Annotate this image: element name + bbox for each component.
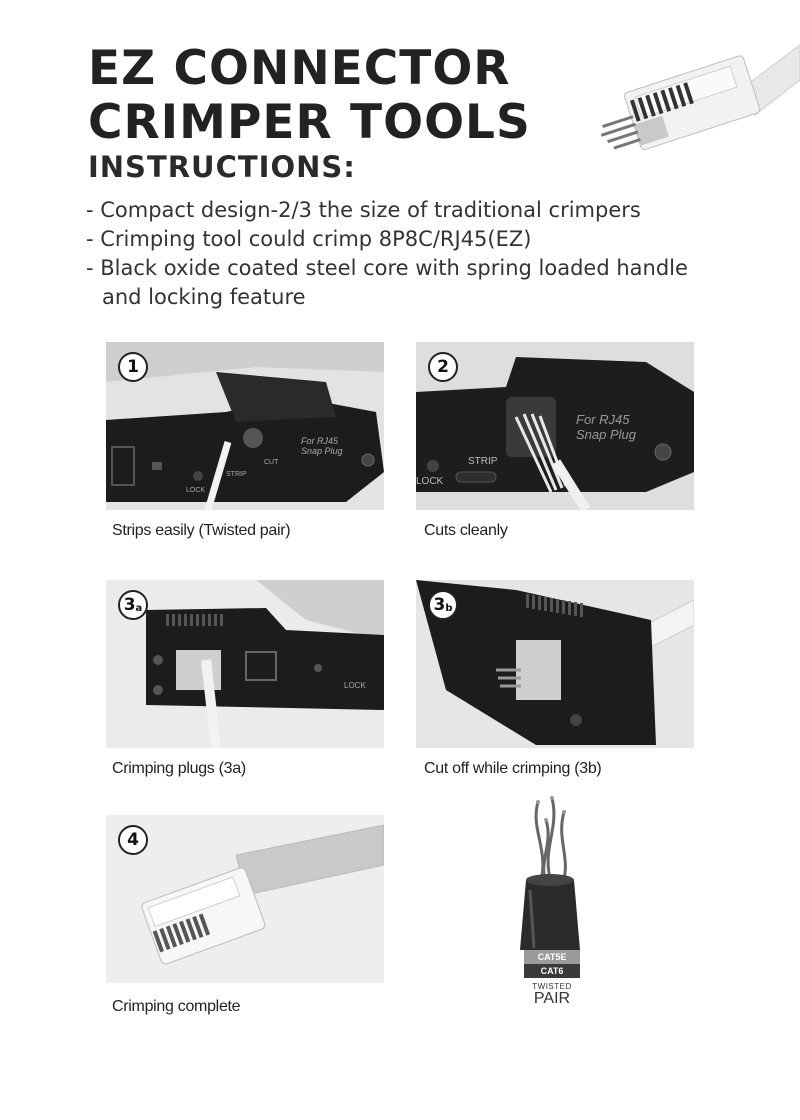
step-3b-photo — [416, 580, 694, 748]
tool-label: Snap Plug — [301, 446, 343, 456]
rj45-connector-image — [590, 20, 800, 170]
step-4-photo — [106, 815, 384, 983]
step-4-caption: Crimping complete — [112, 998, 241, 1015]
tool-label: For RJ45 — [301, 436, 339, 446]
tool-label: Snap Plug — [576, 427, 636, 442]
step-3a-photo — [106, 580, 384, 748]
instructions-heading: INSTRUCTIONS: — [88, 150, 356, 184]
cable-category-badge — [524, 950, 580, 1007]
step-1-caption: Strips easily (Twisted pair) — [112, 522, 291, 539]
step-number-badge: 1 — [118, 352, 148, 382]
title-line-2: CRIMPER TOOLS — [88, 95, 531, 150]
tool-label: STRIP — [226, 471, 247, 478]
step-2-photo — [416, 342, 694, 510]
title-line-1: EZ CONNECTOR — [88, 41, 511, 96]
step-number-badge — [118, 590, 148, 620]
badge-number: 3 — [433, 595, 446, 615]
cat5e-label: CAT5E — [524, 950, 580, 964]
feature-list — [86, 196, 722, 312]
twisted-label: TWISTED — [532, 982, 572, 991]
step-2-caption: Cuts cleanly — [424, 522, 508, 539]
pair-label: PAIR — [533, 990, 571, 1007]
step-number-badge: 2 — [428, 352, 458, 382]
badge-number: 3 — [123, 595, 136, 615]
step-3b-caption: Cut off while crimping (3b) — [424, 760, 602, 777]
step-number-badge — [428, 590, 458, 620]
tool-label: For RJ45 — [576, 412, 630, 427]
cat6-label: CAT6 — [524, 964, 580, 978]
badge-sub: a — [135, 603, 143, 614]
tool-label: STRIP — [468, 456, 498, 467]
tool-label: LOCK — [344, 681, 366, 690]
feature-item: - Black oxide coated steel core with spring loaded handle and locking feature — [86, 256, 688, 309]
step-1-photo — [106, 342, 384, 510]
step-3a-caption: Crimping plugs (3a) — [112, 760, 246, 777]
page-title — [88, 42, 531, 150]
tool-label: CUT — [264, 459, 279, 466]
feature-item: - Compact design-2/3 the size of traditional crimpers — [86, 198, 641, 222]
badge-sub: b — [445, 603, 453, 614]
feature-item: - Crimping tool could crimp 8P8C/RJ45(EZ) — [86, 227, 532, 251]
step-number-badge: 4 — [118, 825, 148, 855]
tool-label: LOCK — [416, 476, 444, 487]
tool-label: LOCK — [186, 487, 206, 494]
